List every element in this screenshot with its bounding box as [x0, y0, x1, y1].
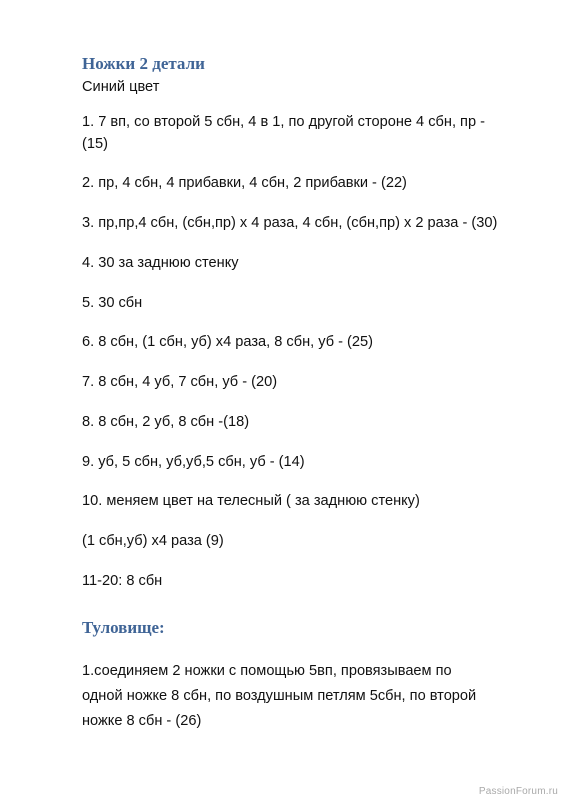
instruction-line: 8. 8 сбн, 2 уб, 8 сбн -(18)	[82, 414, 250, 430]
instruction-line: 7. 8 сбн, 4 уб, 7 сбн, уб - (20)	[82, 374, 278, 390]
section-title-body: Туловище:	[82, 618, 165, 637]
instruction-line: 3. пр,пр,4 сбн, (сбн,пр) х 4 раза, 4 сбн, (сбн,пр) х 2 раза - (30)	[82, 215, 498, 231]
instruction-line: 11-20: 8 сбн	[82, 573, 163, 589]
instruction-line: 5. 30 сбн	[82, 295, 143, 311]
site-watermark: PassionForum.ru	[478, 786, 558, 797]
section-title-legs: Ножки 2 детали	[82, 54, 205, 73]
instruction-line: 4. 30 за заднюю стенку	[82, 255, 239, 271]
color-note: Синий цвет	[82, 79, 160, 95]
instruction-line: 1. 7 вп, со второй 5 сбн, 4 в 1, по другой стороне 4 сбн, пр -	[82, 114, 485, 130]
instruction-line: одной ножке 8 сбн, по воздушным петлям 5сбн, по второй	[82, 688, 477, 704]
instruction-line: ножке 8 сбн - (26)	[82, 713, 202, 729]
instruction-line: 1.соединяем 2 ножки с помощью 5вп, провязываем по	[82, 663, 452, 679]
instruction-line: 2. пр, 4 сбн, 4 прибавки, 4 сбн, 2 прибавки - (22)	[82, 175, 407, 191]
instruction-line: (15)	[82, 136, 108, 152]
instruction-line: (1 сбн,уб) х4 раза (9)	[82, 533, 224, 549]
instruction-line: 6. 8 сбн, (1 сбн, уб) х4 раза, 8 сбн, уб - (25)	[82, 334, 373, 350]
instruction-line: 9. уб, 5 сбн, уб,уб,5 сбн, уб - (14)	[82, 454, 305, 470]
instruction-line: 10. меняем цвет на телесный ( за заднюю стенку)	[82, 493, 420, 509]
